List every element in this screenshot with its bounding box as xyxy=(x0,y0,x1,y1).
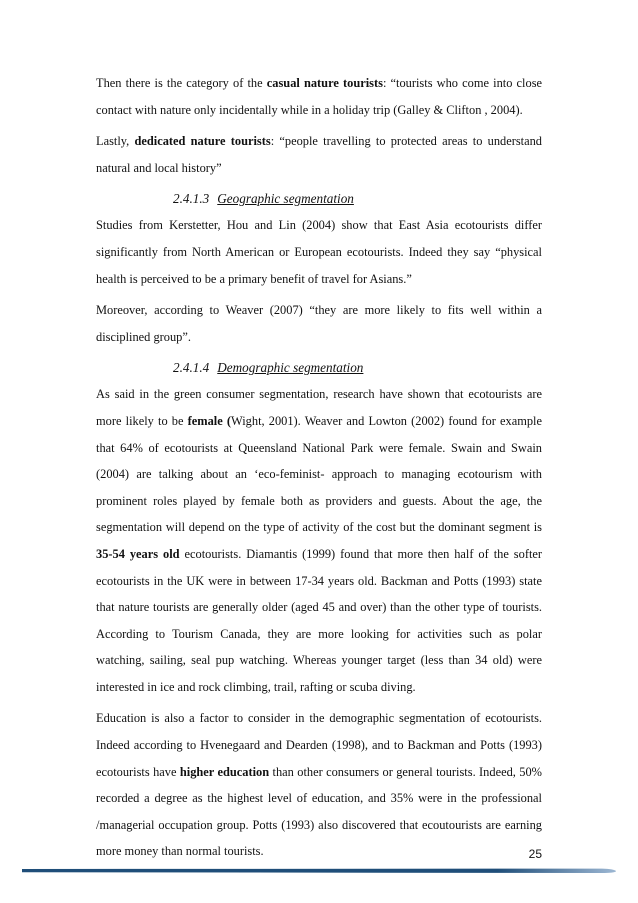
text-run: Studies from Kerstetter, Hou and Lin (2004) show that East Asia ecotourists differ significantly from North American or European ecotourists. Indeed they say “physical health is perceived to be a primary benefit of travel for Asians.” xyxy=(96,218,542,286)
text-run: : “tourists who come into close contact with nature only incidentally while in a holiday trip (Galley & Clifton , 2004). xyxy=(96,76,543,117)
section-heading-demographic xyxy=(96,355,542,381)
section-title: Geographic segmentation xyxy=(217,191,354,207)
section-title: Demographic segmentation xyxy=(217,360,364,376)
bold-term: female ( xyxy=(187,413,232,428)
paragraph-weaver-quote xyxy=(96,297,542,350)
footer-rule xyxy=(22,868,616,874)
page-number: 25 xyxy=(528,847,542,861)
text-run: Then there is the category of the xyxy=(96,76,267,90)
footer-rule-band xyxy=(22,869,616,873)
paragraph-dedicated-nature-tourists xyxy=(96,128,542,181)
text-run: As said in the green consumer segmentation, research have shown that ecotourists are more likely to be xyxy=(96,387,542,428)
section-number: 2.4.1.4 xyxy=(173,360,210,376)
bold-term: higher education xyxy=(179,764,270,779)
text-run: Moreover, according to Weaver (2007) “they are more likely to fits well within a disciplined group”. xyxy=(96,303,542,344)
page-body xyxy=(96,70,542,870)
text-run: Lastly, xyxy=(96,134,135,149)
section-number: 2.4.1.3 xyxy=(173,191,210,207)
bold-term: casual nature tourists xyxy=(266,76,383,90)
text-run: than other consumers or general tourists. Indeed, 50% recorded a degree as the highest level of education, and 35% were in the professional /managerial occupation group. Potts (1993) also discovered that ecoutourists are earning more money than normal tourists. xyxy=(96,764,542,859)
text-run: Wight, 2001). Weaver and Lowton (2002) found for example that 64% of ecotourists at Queensland National Park were female. Swain and Swain (2004) are talking about an ‘eco-feminist- approach to managing ecotourism with prominent roles played by female both as providers and guests. About the age, the segmentation will depend on the type of activity of the cost but the dominant segment is xyxy=(96,413,542,535)
text-run: ecotourists. Diamantis (1999) found that more then half of the softer ecotourists in the UK were in between 17-34 years old. Backman and Potts (1993) state that nature tourists are generally older (aged 45 and over) than the other type of tourists. According to Tourism Canada, they are more looking for activities such as polar watching, sailing, seal pup watching. Whereas younger target (less than 34 old) were interested in ice and rock climbing, trail, rafting or scuba diving. xyxy=(96,546,543,694)
bold-term: dedicated nature tourists xyxy=(134,134,271,149)
paragraph-east-asia-ecotourists xyxy=(96,212,542,292)
paragraph-casual-nature-tourists xyxy=(96,70,542,123)
paragraph-education xyxy=(96,705,542,865)
bold-term: 35-54 years old xyxy=(96,546,180,561)
section-heading-geographic xyxy=(96,186,542,212)
text-run: : “people travelling to protected areas to understand natural and local history” xyxy=(96,134,542,175)
text-run: Education is also a factor to consider in the demographic segmentation of ecotourists. Indeed according to Hvenegaard and Dearden (1998), and to Backman and Potts (1993) ecotourists have xyxy=(96,711,542,779)
paragraph-gender-age xyxy=(96,381,542,700)
